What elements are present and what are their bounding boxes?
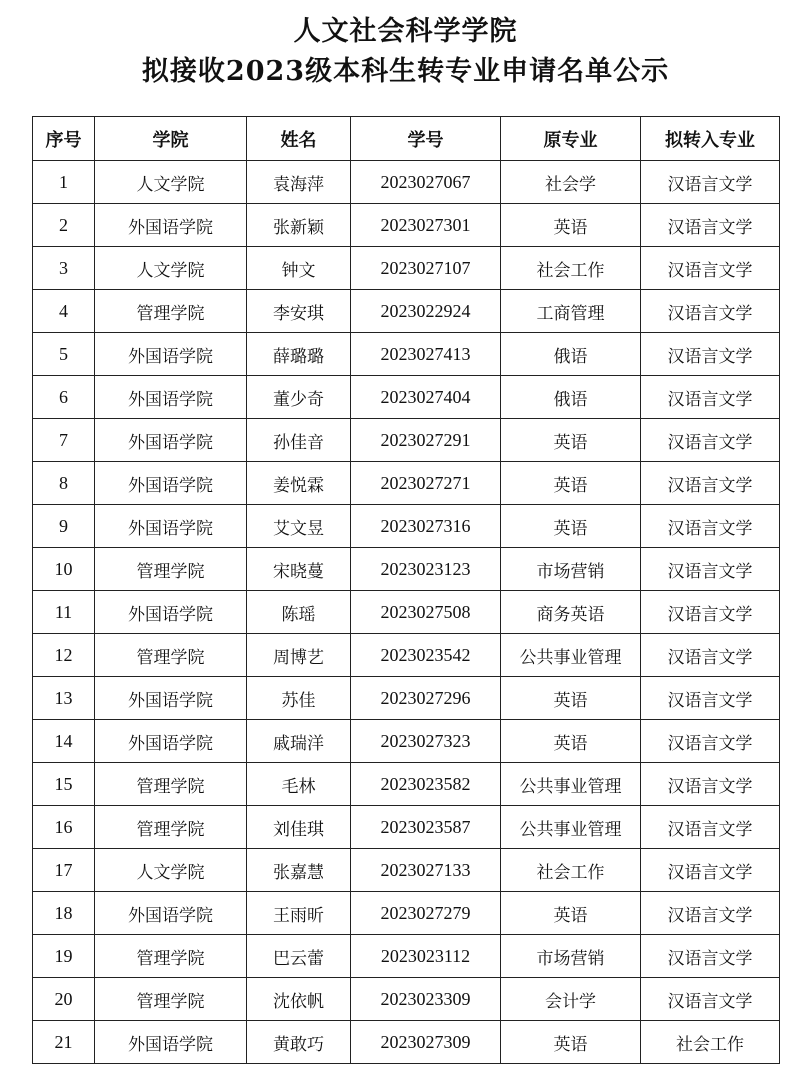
cell-student-id: 2023027508 [351,591,501,634]
cell-college: 管理学院 [95,763,247,806]
table-row [33,849,780,892]
header-name: 姓名 [247,117,351,161]
cell-index: 21 [33,1021,95,1064]
cell-student-id: 2023023309 [351,978,501,1021]
table-row [33,806,780,849]
cell-target-major: 汉语言文学 [641,462,780,505]
cell-original-major: 社会工作 [501,247,641,290]
cell-index: 18 [33,892,95,935]
table-row [33,1021,780,1064]
cell-name: 李安琪 [247,290,351,333]
table-row [33,505,780,548]
cell-student-id: 2023027413 [351,333,501,376]
cell-target-major: 汉语言文学 [641,677,780,720]
cell-student-id: 2023023123 [351,548,501,591]
cell-college: 外国语学院 [95,376,247,419]
cell-index: 3 [33,247,95,290]
cell-original-major: 公共事业管理 [501,634,641,677]
cell-student-id: 2023027291 [351,419,501,462]
header-student-id: 学号 [351,117,501,161]
cell-name: 袁海萍 [247,161,351,204]
cell-college: 外国语学院 [95,591,247,634]
cell-index: 6 [33,376,95,419]
cell-target-major: 汉语言文学 [641,161,780,204]
cell-original-major: 市场营销 [501,935,641,978]
cell-original-major: 商务英语 [501,591,641,634]
cell-target-major: 汉语言文学 [641,763,780,806]
cell-name: 巴云蕾 [247,935,351,978]
transfer-roster-table [32,116,780,1064]
cell-student-id: 2023027296 [351,677,501,720]
cell-student-id: 2023022924 [351,290,501,333]
cell-index: 19 [33,935,95,978]
cell-original-major: 英语 [501,419,641,462]
cell-index: 7 [33,419,95,462]
cell-name: 张新颖 [247,204,351,247]
cell-student-id: 2023027323 [351,720,501,763]
cell-student-id: 2023027271 [351,462,501,505]
table-row [33,333,780,376]
cell-college: 人文学院 [95,247,247,290]
cell-target-major: 汉语言文学 [641,419,780,462]
cell-college: 外国语学院 [95,204,247,247]
cell-name: 董少奇 [247,376,351,419]
cell-name: 苏佳 [247,677,351,720]
cell-index: 1 [33,161,95,204]
table-row [33,634,780,677]
cell-college: 管理学院 [95,548,247,591]
cell-name: 张嘉慧 [247,849,351,892]
cell-target-major: 汉语言文学 [641,376,780,419]
table-row [33,419,780,462]
cell-original-major: 英语 [501,462,641,505]
table-row [33,204,780,247]
cell-index: 13 [33,677,95,720]
cell-index: 11 [33,591,95,634]
cell-student-id: 2023027107 [351,247,501,290]
table-row [33,720,780,763]
cell-target-major: 汉语言文学 [641,634,780,677]
cell-target-major: 汉语言文学 [641,247,780,290]
cell-college: 外国语学院 [95,892,247,935]
table-row [33,978,780,1021]
cell-index: 10 [33,548,95,591]
cell-student-id: 2023027279 [351,892,501,935]
cell-college: 管理学院 [95,634,247,677]
cell-student-id: 2023023587 [351,806,501,849]
cell-original-major: 英语 [501,505,641,548]
cell-college: 外国语学院 [95,462,247,505]
cell-index: 12 [33,634,95,677]
cell-target-major: 汉语言文学 [641,849,780,892]
cell-original-major: 市场营销 [501,548,641,591]
cell-college: 外国语学院 [95,720,247,763]
cell-college: 外国语学院 [95,1021,247,1064]
cell-college: 外国语学院 [95,505,247,548]
cell-index: 17 [33,849,95,892]
cell-name: 沈依帆 [247,978,351,1021]
cell-target-major: 汉语言文学 [641,505,780,548]
cell-target-major: 汉语言文学 [641,548,780,591]
header-index: 序号 [33,117,95,161]
cell-original-major: 英语 [501,204,641,247]
cell-original-major: 公共事业管理 [501,806,641,849]
table-row [33,591,780,634]
cell-target-major: 汉语言文学 [641,935,780,978]
cell-name: 艾文昱 [247,505,351,548]
table-row [33,892,780,935]
cell-target-major: 汉语言文学 [641,720,780,763]
header-college: 学院 [95,117,247,161]
cell-target-major: 汉语言文学 [641,290,780,333]
cell-target-major: 社会工作 [641,1021,780,1064]
cell-college: 人文学院 [95,161,247,204]
header-original-major: 原专业 [501,117,641,161]
table-row [33,247,780,290]
cell-original-major: 社会工作 [501,849,641,892]
table-row [33,462,780,505]
cell-college: 管理学院 [95,290,247,333]
cell-original-major: 会计学 [501,978,641,1021]
cell-target-major: 汉语言文学 [641,978,780,1021]
cell-index: 16 [33,806,95,849]
cell-name: 黄敢巧 [247,1021,351,1064]
cell-target-major: 汉语言文学 [641,204,780,247]
cell-name: 姜悦霖 [247,462,351,505]
cell-target-major: 汉语言文学 [641,892,780,935]
cell-name: 毛林 [247,763,351,806]
cell-college: 人文学院 [95,849,247,892]
cell-index: 8 [33,462,95,505]
header-target-major: 拟转入专业 [641,117,780,161]
document-title [0,12,811,92]
table-row [33,935,780,978]
cell-target-major: 汉语言文学 [641,591,780,634]
table-header-row [33,117,780,161]
cell-student-id: 2023027067 [351,161,501,204]
cell-index: 4 [33,290,95,333]
cell-original-major: 公共事业管理 [501,763,641,806]
cell-student-id: 2023027404 [351,376,501,419]
table-row [33,161,780,204]
cell-student-id: 2023023112 [351,935,501,978]
cell-original-major: 俄语 [501,333,641,376]
cell-index: 15 [33,763,95,806]
cell-target-major: 汉语言文学 [641,806,780,849]
cell-name: 薛璐璐 [247,333,351,376]
cell-name: 刘佳琪 [247,806,351,849]
cell-student-id: 2023027316 [351,505,501,548]
table-row [33,763,780,806]
cell-index: 5 [33,333,95,376]
cell-index: 20 [33,978,95,1021]
cell-original-major: 俄语 [501,376,641,419]
cell-name: 孙佳音 [247,419,351,462]
title-school: 人文社会科学学院 [293,16,518,47]
cell-original-major: 英语 [501,720,641,763]
cell-college: 管理学院 [95,978,247,1021]
table-row [33,548,780,591]
cell-student-id: 2023027309 [351,1021,501,1064]
cell-name: 宋晓蔓 [247,548,351,591]
cell-college: 管理学院 [95,935,247,978]
cell-original-major: 工商管理 [501,290,641,333]
table-row [33,290,780,333]
table-row [33,376,780,419]
cell-student-id: 2023027133 [351,849,501,892]
cell-target-major: 汉语言文学 [641,333,780,376]
cell-original-major: 英语 [501,892,641,935]
cell-college: 外国语学院 [95,419,247,462]
cell-student-id: 2023023542 [351,634,501,677]
title-notice: 拟接收2023级本科生转专业申请名单公示 [141,56,670,87]
cell-student-id: 2023027301 [351,204,501,247]
cell-original-major: 社会学 [501,161,641,204]
cell-name: 王雨昕 [247,892,351,935]
cell-original-major: 英语 [501,1021,641,1064]
table-body [33,161,780,1064]
cell-name: 戚瑞洋 [247,720,351,763]
cell-name: 钟文 [247,247,351,290]
cell-college: 管理学院 [95,806,247,849]
cell-original-major: 英语 [501,677,641,720]
cell-index: 2 [33,204,95,247]
cell-name: 陈瑶 [247,591,351,634]
table-row [33,677,780,720]
cell-index: 9 [33,505,95,548]
cell-college: 外国语学院 [95,677,247,720]
cell-name: 周博艺 [247,634,351,677]
cell-index: 14 [33,720,95,763]
cell-college: 外国语学院 [95,333,247,376]
cell-student-id: 2023023582 [351,763,501,806]
